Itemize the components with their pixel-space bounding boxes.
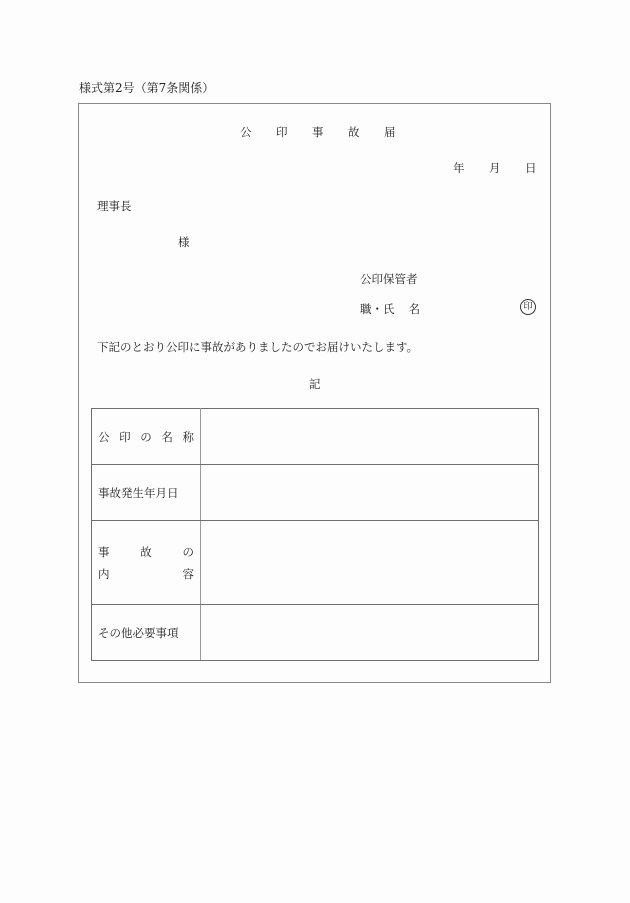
table-row	[92, 465, 539, 521]
label-char: 内	[98, 566, 110, 581]
label-char: の	[140, 429, 152, 444]
addressee: 理事長	[97, 199, 132, 213]
seal-name-value[interactable]	[201, 409, 539, 465]
seal-name-label	[92, 409, 201, 465]
table-row	[92, 409, 539, 465]
detail-table	[91, 408, 539, 661]
other-matters-label: その他必要事項	[92, 605, 201, 661]
statement-text: 下記のとおり公印に事故がありましたのでお届けいたします。	[97, 340, 419, 354]
label-char: 称	[182, 429, 194, 444]
label-char: 容	[182, 566, 194, 581]
document-title	[240, 124, 420, 140]
title-char: 印	[276, 125, 288, 139]
accident-details-label	[92, 521, 201, 605]
title-char: 届	[384, 125, 396, 139]
name-suffix-label: 名	[408, 302, 420, 316]
label-char: の	[182, 544, 194, 559]
title-char: 故	[348, 125, 360, 139]
day-label: 日	[525, 161, 537, 175]
year-label: 年	[453, 161, 465, 175]
date-line	[453, 160, 561, 176]
other-matters-value[interactable]	[201, 605, 539, 661]
accident-date-label: 事故発生年月日	[92, 465, 201, 521]
title-char: 事	[312, 125, 324, 139]
table-row	[92, 521, 539, 605]
label-char: 印	[119, 429, 131, 444]
honorific: 様	[178, 235, 190, 249]
accident-date-value[interactable]	[201, 465, 539, 521]
form-number: 様式第2号（第7条関係）	[79, 81, 215, 95]
name-label	[360, 301, 420, 317]
label-char: 事	[98, 544, 110, 559]
title-char: 公	[240, 125, 252, 139]
month-label: 月	[489, 161, 501, 175]
title-name-label: 職・氏	[360, 302, 395, 316]
label-char: 故	[140, 544, 152, 559]
custodian-label: 公印保管者	[360, 272, 418, 286]
accident-details-value[interactable]	[201, 521, 539, 605]
ki-heading: 記	[309, 377, 321, 391]
label-char: 名	[161, 429, 173, 444]
table-row	[92, 605, 539, 661]
label-char: 公	[98, 429, 110, 444]
seal-icon: 印	[520, 299, 536, 315]
